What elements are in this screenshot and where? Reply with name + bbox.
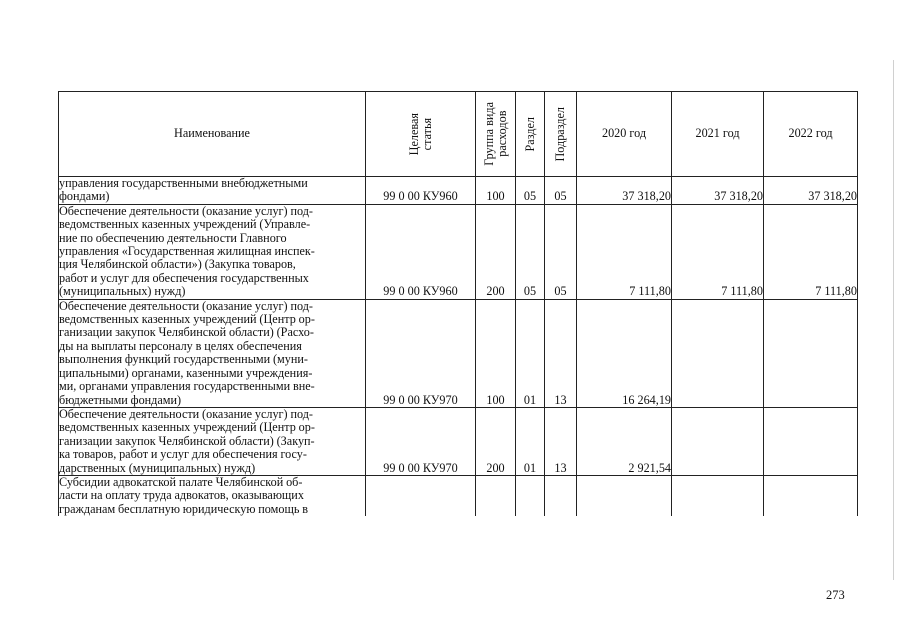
row-expense-group xyxy=(476,475,516,516)
scan-edge-line xyxy=(893,60,894,580)
row-expense-group: 100 xyxy=(476,177,516,205)
row-expense-group: 200 xyxy=(476,204,516,299)
header-target-article: Целевая статья xyxy=(366,92,476,177)
row-value-2021 xyxy=(672,299,764,407)
row-value-2020 xyxy=(577,475,672,516)
row-value-2022: 7 111,80 xyxy=(764,204,858,299)
header-year-2022: 2022 год xyxy=(764,92,858,177)
table-row xyxy=(59,475,858,516)
row-subsection: 05 xyxy=(545,177,577,205)
row-section: 05 xyxy=(516,177,545,205)
row-section: 05 xyxy=(516,204,545,299)
page-number: 273 xyxy=(826,588,845,602)
header-section: Раздел xyxy=(516,92,545,177)
row-value-2020: 16 264,19 xyxy=(577,299,672,407)
row-value-2021 xyxy=(672,407,764,475)
row-target-article xyxy=(366,475,476,516)
header-subsection: Подраздел xyxy=(545,92,577,177)
header-year-2020: 2020 год xyxy=(577,92,672,177)
row-subsection: 05 xyxy=(545,204,577,299)
header-expense-group: Группа вида расходов xyxy=(476,92,516,177)
row-value-2022 xyxy=(764,299,858,407)
budget-table xyxy=(58,91,858,516)
table-row xyxy=(59,299,858,407)
row-value-2021 xyxy=(672,475,764,516)
row-name: Обеспечение деятельности (оказание услуг) под- ведомственных казенных учреждений (Центр ор- ганизации закупок Челябинской области) (Расхо- ды на выплаты персоналу в целях обеспечения выполнения функций государственными (муни- ципальными) органами, казенными учреждения- ми, органами управления государственными вне- бюджетными фондами) xyxy=(59,299,366,407)
row-value-2021: 7 111,80 xyxy=(672,204,764,299)
row-value-2020: 2 921,54 xyxy=(577,407,672,475)
row-subsection xyxy=(545,475,577,516)
header-year-2021: 2021 год xyxy=(672,92,764,177)
table-row xyxy=(59,204,858,299)
table-header-row xyxy=(59,92,858,177)
row-value-2022: 37 318,20 xyxy=(764,177,858,205)
row-subsection: 13 xyxy=(545,299,577,407)
row-expense-group: 100 xyxy=(476,299,516,407)
row-value-2021: 37 318,20 xyxy=(672,177,764,205)
row-target-article: 99 0 00 КУ960 xyxy=(366,177,476,205)
row-name: Субсидии адвокатской палате Челябинской об- ласти на оплату труда адвокатов, оказывающих гражданам бесплатную юридическую помощь в xyxy=(59,475,366,516)
row-expense-group: 200 xyxy=(476,407,516,475)
row-section: 01 xyxy=(516,299,545,407)
row-subsection: 13 xyxy=(545,407,577,475)
row-name: управления государственными внебюджетными фондами) xyxy=(59,177,366,205)
row-name: Обеспечение деятельности (оказание услуг) под- ведомственных казенных учреждений (Управле- ние по обеспечению деятельности Главного управления «Государственная жилищная инспек- ция Челябинской области») (Закупка товаров, работ и услуг для обеспечения государственных (муниципальных) нужд) xyxy=(59,204,366,299)
row-value-2022 xyxy=(764,475,858,516)
row-target-article: 99 0 00 КУ970 xyxy=(366,299,476,407)
row-name: Обеспечение деятельности (оказание услуг) под- ведомственных казенных учреждений (Центр ор- ганизации закупок Челябинской области) (Закуп- ка товаров, работ и услуг для обеспечения госу- дарственных (муниципальных) нужд) xyxy=(59,407,366,475)
row-value-2022 xyxy=(764,407,858,475)
row-value-2020: 7 111,80 xyxy=(577,204,672,299)
row-value-2020: 37 318,20 xyxy=(577,177,672,205)
row-target-article: 99 0 00 КУ970 xyxy=(366,407,476,475)
row-section xyxy=(516,475,545,516)
row-target-article: 99 0 00 КУ960 xyxy=(366,204,476,299)
table-row xyxy=(59,177,858,205)
table-row xyxy=(59,407,858,475)
header-name: Наименование xyxy=(59,92,366,177)
row-section: 01 xyxy=(516,407,545,475)
